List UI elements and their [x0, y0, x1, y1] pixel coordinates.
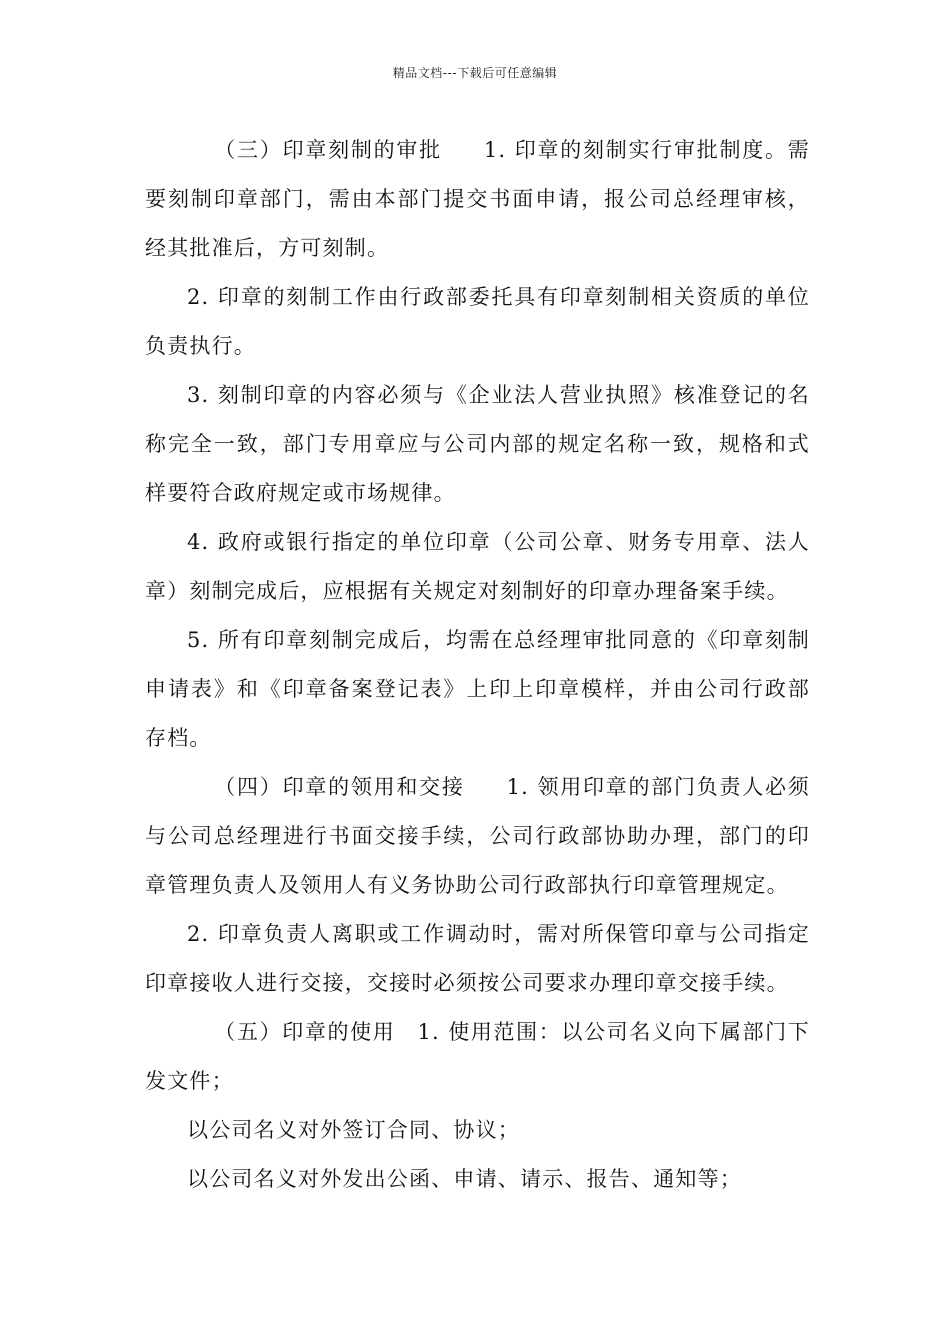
- section-4-item-2: 2. 印章负责人离职或工作调动时，需对所保管印章与公司指定印章接收人进行交接，交接时必须按公司要求办理印章交接手续。: [145, 922, 810, 995]
- section-5-scope-letters: 以公司名义对外发出公函、申请、请示、报告、通知等；: [187, 1167, 742, 1191]
- section-3-item-2: 2. 印章的刻制工作由行政部委托具有印章刻制相关资质的单位负责执行。: [145, 285, 810, 358]
- section-5-heading: （五）印章的使用: [214, 1020, 396, 1044]
- section-3-heading: （三）印章刻制的审批: [214, 138, 442, 162]
- section-3-item-5: 5. 所有印章刻制完成后，均需在总经理审批同意的《印章刻制申请表》和《印章备案登记表》上印上印章模样，并由公司行政部存档。: [145, 628, 810, 750]
- section-3-item-1: 1. 印章的刻制实行审批制度。需要刻制印章部门，需由本部门提交书面申请，报公司总经理审核，经其批准后，方可刻制。: [145, 138, 810, 260]
- section-3-paragraph: [145, 126, 810, 273]
- section-4-item-1: 1. 领用印章的部门负责人必须与公司总经理进行书面交接手续，公司行政部协助办理，部门的印章管理负责人及领用人有义务协助公司行政部执行印章管理规定。: [145, 775, 810, 897]
- section-5-paragraph: [145, 1008, 810, 1106]
- document-body: [145, 126, 810, 1204]
- section-4-heading: （四）印章的领用和交接: [214, 775, 465, 799]
- section-3-item-3: 3. 刻制印章的内容必须与《企业法人营业执照》核准登记的名称完全一致，部门专用章应与公司内部的规定名称一致，规格和式样要符合政府规定或市场规律。: [145, 383, 810, 505]
- section-3-item-4: 4. 政府或银行指定的单位印章（公司公章、财务专用章、法人章）刻制完成后，应根据有关规定对刻制好的印章办理备案手续。: [145, 530, 810, 603]
- section-5-item-1: 1. 使用范围：以公司名义向下属部门下发文件；: [145, 1020, 810, 1093]
- section-4-paragraph: [145, 763, 810, 910]
- page-header: 精品文档---下载后可任意编辑: [392, 66, 558, 80]
- section-5-scope-contracts: 以公司名义对外签订合同、协议；: [187, 1118, 520, 1142]
